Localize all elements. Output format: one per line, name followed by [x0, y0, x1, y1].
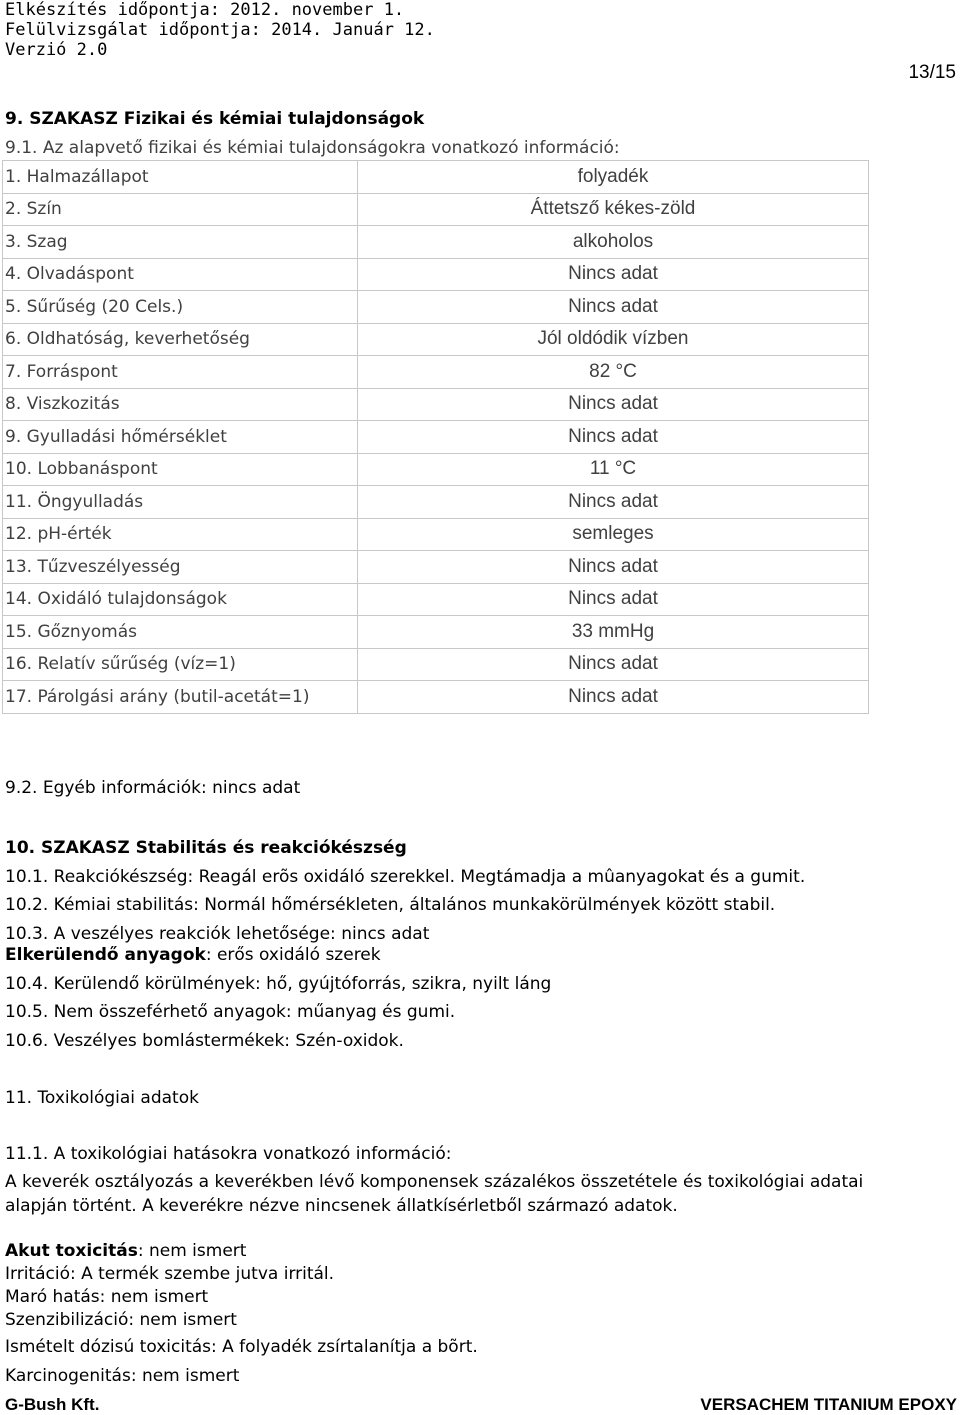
table-row: [3, 486, 869, 519]
repeated-dose-toxicity: Ismételt dózisú toxicitás: A folyadék zsírtalanítja a bõrt.: [5, 1337, 478, 1357]
property-label: 13. Tűzveszélyesség: [3, 551, 358, 584]
table-row: [3, 518, 869, 551]
decomposition-products: 10.6. Veszélyes bomlástermékek: Szén-oxidok.: [5, 1031, 404, 1051]
materials-to-avoid-text: : erős oxidáló szerek: [205, 945, 381, 965]
property-label: 14. Oxidáló tulajdonságok: [3, 583, 358, 616]
property-value: Nincs adat: [358, 291, 869, 324]
section9-2: 9.2. Egyéb információk: nincs adat: [5, 778, 301, 798]
property-label: 3. Szag: [3, 226, 358, 259]
created-date: Elkészítés időpontja: 2012. november 1.: [5, 0, 405, 20]
property-label: 11. Öngyulladás: [3, 486, 358, 519]
property-label: 4. Olvadáspont: [3, 258, 358, 291]
property-value: Áttetsző kékes-zöld: [358, 193, 869, 226]
property-value: Nincs adat: [358, 583, 869, 616]
table-row: [3, 258, 869, 291]
property-label: 8. Viszkozitás: [3, 388, 358, 421]
section11-subtitle: 11.1. A toxikológiai hatásokra vonatkozó információ:: [5, 1144, 452, 1164]
property-label: 16. Relatív sűrűség (víz=1): [3, 648, 358, 681]
property-label: 5. Sűrűség (20 Cels.): [3, 291, 358, 324]
table-row: [3, 161, 869, 194]
section10-title: 10. SZAKASZ Stabilitás és reakciókészség: [5, 838, 407, 858]
property-value: Nincs adat: [358, 258, 869, 291]
table-row: [3, 616, 869, 649]
property-value: Nincs adat: [358, 551, 869, 584]
carcinogenicity: Karcinogenitás: nem ismert: [5, 1366, 240, 1386]
table-row: [3, 356, 869, 389]
property-label: 15. Gőznyomás: [3, 616, 358, 649]
classification-para-2: alapján történt. A keverékre nézve nincsenek állatkísérletből származó adatok.: [5, 1196, 678, 1216]
property-value: Nincs adat: [358, 486, 869, 519]
footer-company: G-Bush Kft.: [5, 1395, 100, 1414]
materials-to-avoid-label: Elkerülendő anyagok: [5, 945, 206, 965]
footer-product: VERSACHEM TITANIUM EPOXY: [700, 1395, 957, 1414]
properties-table: [2, 160, 869, 714]
table-row: [3, 226, 869, 259]
property-label: 7. Forráspont: [3, 356, 358, 389]
property-value: 33 mmHg: [358, 616, 869, 649]
incompatible-materials: 10.5. Nem összeférhető anyagok: műanyag és gumi.: [5, 1002, 456, 1022]
section11-title: 11. Toxikológiai adatok: [5, 1088, 199, 1108]
corrosivity: Maró hatás: nem ismert: [5, 1287, 209, 1307]
property-value: 11 °C: [358, 453, 869, 486]
table-row: [3, 453, 869, 486]
table-row: [3, 551, 869, 584]
section9-title: 9. SZAKASZ Fizikai és kémiai tulajdonságok: [5, 109, 425, 129]
table-row: [3, 388, 869, 421]
materials-to-avoid: [5, 945, 381, 965]
classification-para-1: A keverék osztályozás a keverékben lévő komponensek százalékos összetétele és toxikológiai adatai: [5, 1172, 864, 1192]
property-label: 6. Oldhatóság, keverhetőség: [3, 323, 358, 356]
property-value: Nincs adat: [358, 388, 869, 421]
property-label: 2. Szín: [3, 193, 358, 226]
table-row: [3, 193, 869, 226]
revised-date: Felülvizsgálat időpontja: 2014. Január 12.: [5, 20, 435, 40]
property-label: 12. pH-érték: [3, 518, 358, 551]
acute-toxicity-text: : nem ismert: [137, 1241, 247, 1261]
hazardous-reactions: 10.3. A veszélyes reakciók lehetősége: nincs adat: [5, 924, 430, 944]
property-value: semleges: [358, 518, 869, 551]
property-value: Jól oldódik vízben: [358, 323, 869, 356]
table-row: [3, 648, 869, 681]
version: Verzió 2.0: [5, 40, 108, 60]
property-label: 17. Párolgási arány (butil-acetát=1): [3, 681, 358, 714]
property-value: alkoholos: [358, 226, 869, 259]
table-row: [3, 681, 869, 714]
acute-toxicity-label: Akut toxicitás: [5, 1241, 138, 1261]
table-row: [3, 291, 869, 324]
acute-toxicity: [5, 1241, 246, 1261]
property-label: 1. Halmazállapot: [3, 161, 358, 194]
table-row: [3, 421, 869, 454]
property-value: folyadék: [358, 161, 869, 194]
property-value: Nincs adat: [358, 648, 869, 681]
property-value: Nincs adat: [358, 681, 869, 714]
property-label: 9. Gyulladási hőmérséklet: [3, 421, 358, 454]
property-value: 82 °C: [358, 356, 869, 389]
property-label: 10. Lobbanáspont: [3, 453, 358, 486]
property-value: Nincs adat: [358, 421, 869, 454]
table-row: [3, 323, 869, 356]
conditions-to-avoid: 10.4. Kerülendő körülmények: hő, gyújtóforrás, szikra, nyilt láng: [5, 974, 552, 994]
table-row: [3, 583, 869, 616]
irritation: Irritáció: A termék szembe jutva irritál.: [5, 1264, 335, 1284]
page-number: 13/15: [908, 62, 956, 83]
section9-subtitle: 9.1. Az alapvető fizikai és kémiai tulajdonságokra vonatkozó információ:: [5, 138, 620, 158]
sensitization: Szenzibilizáció: nem ismert: [5, 1310, 237, 1330]
chemical-stability: 10.2. Kémiai stabilitás: Normál hőmérsékleten, általános munkakörülmények között stabil.: [5, 895, 776, 915]
reactivity: 10.1. Reakciókészség: Reagál erõs oxidáló szerekkel. Megtámadja a mûanyagokat és a gumit.: [5, 867, 806, 887]
